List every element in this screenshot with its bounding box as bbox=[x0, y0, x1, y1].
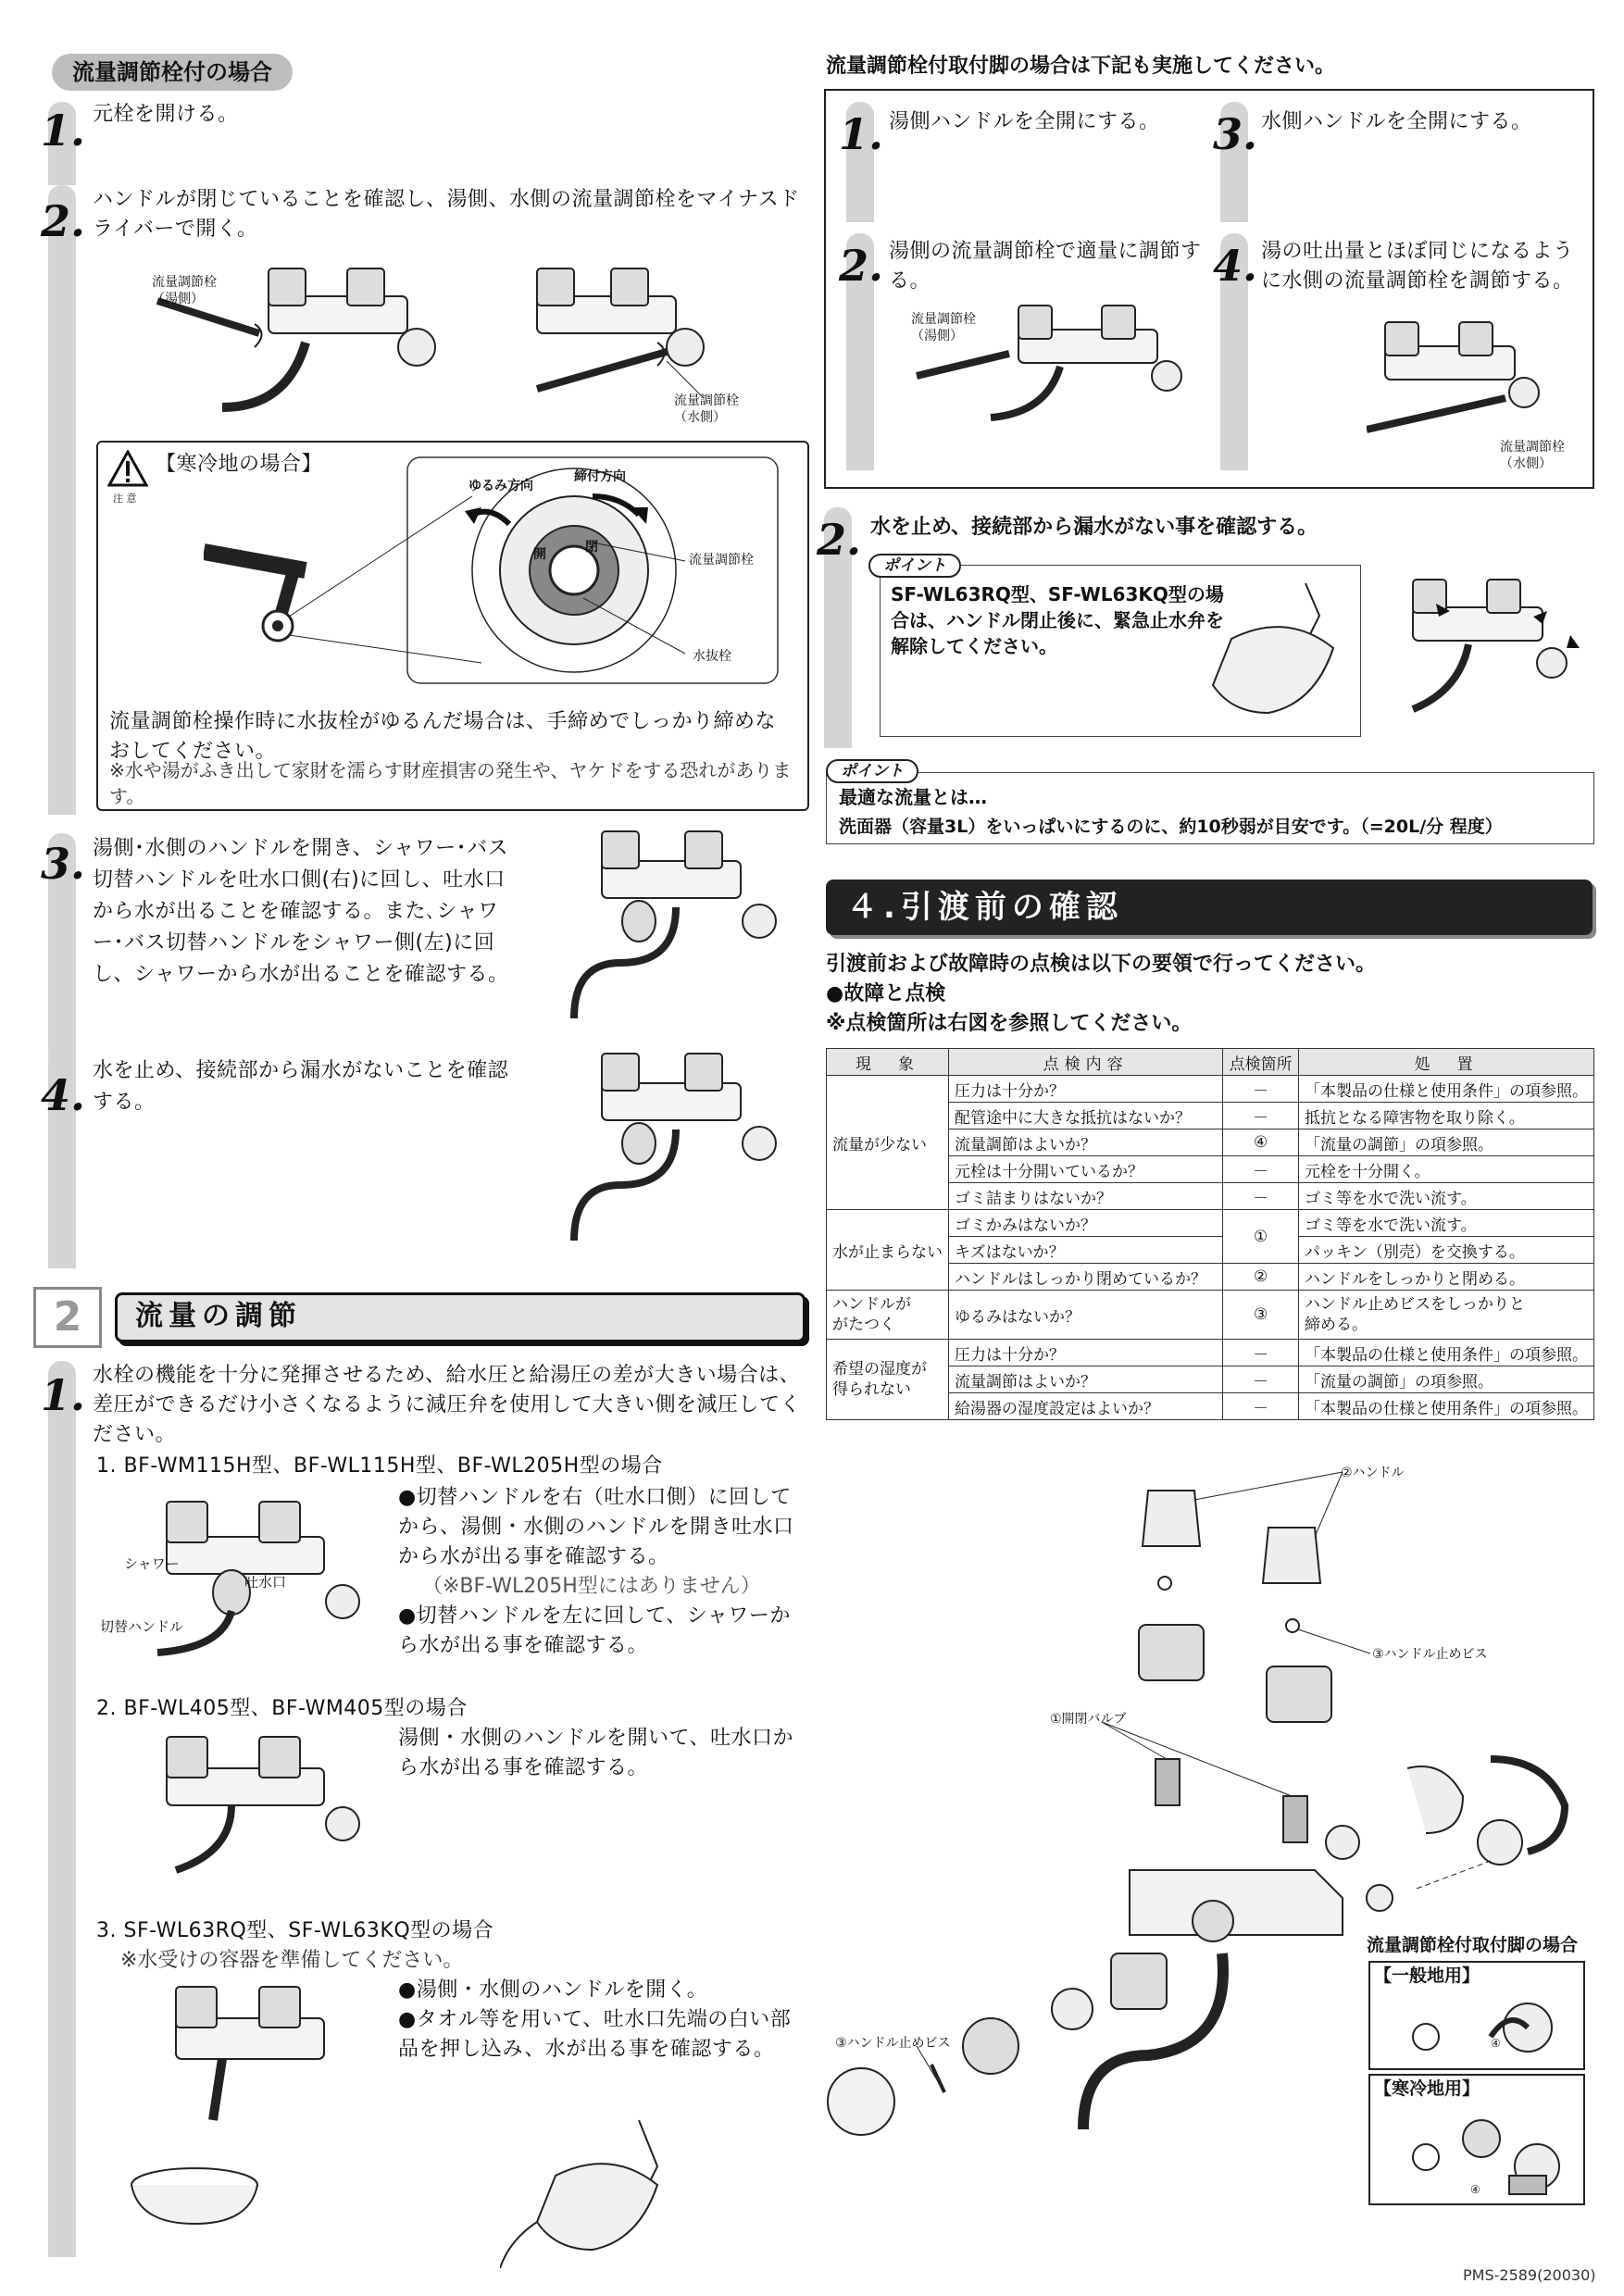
step-bar bbox=[48, 1361, 76, 2257]
table-cell: 「流量の調節」の項参照。 bbox=[1299, 1129, 1594, 1156]
general-leg-illustration bbox=[1389, 1990, 1574, 2065]
table-cell: 元栓を十分開く。 bbox=[1299, 1156, 1594, 1183]
label-spout: 吐水口 bbox=[244, 1574, 287, 1591]
cold-region-note: 流量調節栓操作時に水抜栓がゆるんだ場合は、手締めでしっかり締めなおしてください。 bbox=[109, 710, 777, 763]
table-cell: ハンドルはしっかり閉めているか？ bbox=[949, 1264, 1223, 1291]
table-cell: － bbox=[1223, 1340, 1299, 1366]
case3-note: ※水受けの容器を準備してください。 bbox=[120, 1949, 464, 1972]
step-text: 水を止め、接続部から漏水がないことを確認する。 bbox=[93, 1059, 509, 1114]
general-leg-number: ④ bbox=[1491, 2037, 1501, 2050]
case1-bullet-1: ●切替ハンドルを右（吐水口側）に回してから、湯側・水側のハンドルを開き吐水口から水が出る事を確認する。 bbox=[398, 1486, 794, 1568]
label-close: 閉 bbox=[585, 540, 598, 555]
table-header: 現 象 bbox=[827, 1049, 949, 1076]
leg-section-title: 流量調節栓付取付脚の場合 bbox=[1367, 1935, 1579, 1955]
general-leg-label: 【一般地用】 bbox=[1374, 1965, 1480, 1986]
table-cell: ゴミかみはないか？ bbox=[949, 1210, 1223, 1237]
cold-region-warning: ※水や湯がふき出して家財を濡らす財産損害の発生や、ヤケドをする恐れがあります。 bbox=[109, 759, 792, 807]
section-pill-flow-valve: 流量調節栓付の場合 bbox=[52, 54, 293, 91]
table-cell-phenomenon: ハンドルが がたつく bbox=[827, 1291, 949, 1340]
case1-note: （※BF-WL205H型にはありません） bbox=[422, 1575, 761, 1598]
point-tag: ポイント bbox=[868, 554, 961, 578]
table-cell: ② bbox=[1223, 1264, 1299, 1291]
table-row bbox=[827, 1076, 1594, 1103]
step-number: 2. bbox=[41, 196, 86, 246]
point-tag: ポイント bbox=[826, 759, 918, 783]
box-step-text: 湯側の流量調節栓で適量に調節する。 bbox=[889, 240, 1202, 293]
section-title: 流量の調節 bbox=[135, 1300, 302, 1332]
label-loosen-direction: ゆるみ方向 bbox=[468, 479, 533, 493]
box-faucet-cold-illustration bbox=[1367, 318, 1580, 448]
label-handle-screw-2: ③ハンドル止めビス bbox=[835, 2036, 951, 2051]
table-cell-phenomenon: 希望の湿度が 得られない bbox=[827, 1340, 949, 1420]
label-shower: シャワー bbox=[124, 1555, 180, 1572]
point2-line2: 洗面器（容量3L）をいっぱいにするのに、約10秒弱が目安です。（=20L/分 程度） bbox=[839, 817, 1503, 837]
step-number: 4. bbox=[1213, 241, 1258, 291]
table-cell: 抵抗となる障害物を取り除く。 bbox=[1299, 1103, 1594, 1129]
table-header: 処 置 bbox=[1299, 1049, 1594, 1076]
box-step-text: 水側ハンドルを全開にする。 bbox=[1261, 110, 1532, 133]
table-row bbox=[827, 1340, 1594, 1366]
section4-line1: 引渡前および故障時の点検は以下の要領で行ってください。 bbox=[826, 953, 1377, 976]
caution-label: 注 意 bbox=[113, 493, 137, 505]
step-number: 2. bbox=[839, 241, 884, 291]
table-cell: ゴミ等を水で洗い流す。 bbox=[1299, 1183, 1594, 1210]
step-number: 2. bbox=[817, 515, 862, 565]
faucet-shower-illustration bbox=[565, 824, 796, 1037]
right-step2-text: 水を止め、接続部から漏水がない事を確認する。 bbox=[870, 516, 1318, 539]
table-cell: － bbox=[1223, 1103, 1299, 1129]
section4-title: ４.引渡前の確認 bbox=[846, 889, 1123, 926]
table-cell: 流量調節はよいか？ bbox=[949, 1366, 1223, 1393]
towel-release-illustration bbox=[1204, 574, 1361, 731]
right-intro: 流量調節栓付取付脚の場合は下記も実施してください。 bbox=[826, 55, 1336, 78]
label-handle: ②ハンドル bbox=[1341, 1466, 1405, 1480]
cold-region-title: 【寒冷地の場合】 bbox=[156, 453, 323, 476]
case1-title: 1. BF-WM115H型、BF-WL115H型、BF-WL205H型の場合 bbox=[96, 1454, 663, 1478]
label-box-cold-valve: 流量調節栓 （水側） bbox=[1500, 440, 1565, 471]
case3-bullet-2: ●タオル等を用いて、吐水口先端の白い部品を押し込み、水が出る事を確認する。 bbox=[398, 2008, 792, 2061]
step-number: 4. bbox=[41, 1070, 86, 1120]
table-cell: － bbox=[1223, 1076, 1299, 1103]
label-open: 開 bbox=[533, 547, 546, 562]
footer-code: PMS-2589(20030) bbox=[1463, 2266, 1596, 2284]
table-cell: － bbox=[1223, 1156, 1299, 1183]
case2-text: 湯側・水側のハンドルを開いて、吐水口から水が出る事を確認する。 bbox=[398, 1727, 794, 1779]
table-cell: ① bbox=[1223, 1210, 1299, 1264]
step-text: 湯側･水側のハンドルを開き、シャワー･バス切替ハンドルを吐水口側(右)に回し、吐水口から水が出ることを確認する。また､シャワー･バス切替ハンドルをシャワー側(左)に回し、シャワーから水が出ることを確認する。 bbox=[93, 837, 509, 986]
step-text: 元栓を開ける。 bbox=[93, 103, 239, 126]
table-row bbox=[827, 1210, 1594, 1237]
table-cell: 圧力は十分か？ bbox=[949, 1340, 1223, 1366]
section-number: 2 bbox=[33, 1287, 102, 1348]
inspection-table bbox=[826, 1048, 1594, 1420]
section4-line3: ※点検箇所は右図を参照してください。 bbox=[826, 1012, 1193, 1035]
box-step-text: 湯側ハンドルを全開にする。 bbox=[889, 110, 1160, 133]
step-text: ハンドルが閉じていることを確認し、湯側、水側の流量調節栓をマイナスドライバーで開く。 bbox=[93, 188, 800, 241]
label-valve: ①開閉バルブ bbox=[1050, 1712, 1127, 1727]
step-number: 1. bbox=[41, 106, 86, 156]
case3-title: 3. SF-WL63RQ型、SF-WL63KQ型の場合 bbox=[96, 1919, 494, 1942]
table-cell-phenomenon: 水が止まらない bbox=[827, 1210, 949, 1291]
table-cell: － bbox=[1223, 1393, 1299, 1420]
label-hot-valve: 流量調節栓 （湯側） bbox=[152, 275, 217, 306]
label-cold-valve: 流量調節栓 （水側） bbox=[674, 393, 739, 425]
step-number: 3. bbox=[41, 839, 86, 889]
label-box-hot-valve: 流量調節栓 （湯側） bbox=[911, 312, 976, 343]
table-row bbox=[827, 1291, 1594, 1340]
table-cell: キズはないか？ bbox=[949, 1237, 1223, 1264]
table-cell: ゆるみはないか？ bbox=[949, 1291, 1223, 1340]
table-cell: － bbox=[1223, 1366, 1299, 1393]
faucet-connections-illustration bbox=[1394, 570, 1589, 728]
section4-line2: ●故障と点検 bbox=[826, 982, 946, 1005]
table-cell: 配管途中に大きな抵抗はないか？ bbox=[949, 1103, 1223, 1129]
point1-text: SF-WL63RQ型、SF-WL63KQ型の場合は、ハンドル閉止後に、緊急止水弁を解除してください。 bbox=[891, 583, 1224, 657]
caution-icon bbox=[107, 450, 148, 487]
step-bar bbox=[48, 185, 76, 815]
faucet-case3-illustration bbox=[120, 1981, 398, 2231]
faucet-closed-illustration bbox=[565, 1046, 796, 1259]
table-cell: 給湯器の湿度設定はよいか？ bbox=[949, 1393, 1223, 1420]
table-cell: ③ bbox=[1223, 1291, 1299, 1340]
table-cell: 圧力は十分か？ bbox=[949, 1076, 1223, 1103]
table-cell: 「本製品の仕様と使用条件」の項参照。 bbox=[1299, 1393, 1594, 1420]
point2-line1: 最適な流量とは… bbox=[839, 786, 987, 808]
hand-towel-illustration bbox=[500, 2111, 731, 2268]
label-flow-valve: 流量調節栓 bbox=[689, 553, 754, 568]
table-cell: ゴミ等を水で洗い流す。 bbox=[1299, 1210, 1594, 1237]
table-cell-phenomenon: 流量が少ない bbox=[827, 1076, 949, 1210]
table-cell: ハンドル止めビスをしっかりと 締める。 bbox=[1299, 1291, 1594, 1340]
label-handle-screw: ③ハンドル止めビス bbox=[1372, 1647, 1488, 1662]
cold-leg-illustration bbox=[1389, 2102, 1574, 2200]
table-cell: ハンドルをしっかりと閉める。 bbox=[1299, 1264, 1594, 1291]
table-header: 点検箇所 bbox=[1223, 1049, 1299, 1076]
table-cell: パッキン（別売）を交換する。 bbox=[1299, 1237, 1594, 1264]
label-drain-plug: 水抜栓 bbox=[693, 649, 731, 664]
table-cell: － bbox=[1223, 1183, 1299, 1210]
step-text: 水栓の機能を十分に発揮させるため、給水圧と給湯圧の差が大きい場合は、差圧ができるだけ小さくなるように減圧弁を使用して大きい側を減圧してください。 bbox=[93, 1364, 802, 1446]
faucet-case2-illustration bbox=[139, 1731, 389, 1879]
table-cell: ④ bbox=[1223, 1129, 1299, 1156]
table-cell: 「本製品の仕様と使用条件」の項参照。 bbox=[1299, 1076, 1594, 1103]
cold-leg-label: 【寒冷地用】 bbox=[1374, 2078, 1480, 2099]
case1-bullet-2: ●切替ハンドルを左に回して、シャワーから水が出る事を確認する。 bbox=[398, 1604, 791, 1657]
cold-leg-number: ④ bbox=[1470, 2183, 1480, 2196]
table-cell: 「流量の調節」の項参照。 bbox=[1299, 1366, 1594, 1393]
step-number: 1. bbox=[41, 1370, 86, 1420]
label-switch-handle: 切替ハンドル bbox=[100, 1618, 184, 1635]
case2-title: 2. BF-WL405型、BF-WM405型の場合 bbox=[96, 1697, 468, 1720]
table-cell: ゴミ詰まりはないか？ bbox=[949, 1183, 1223, 1210]
table-cell: 流量調節はよいか？ bbox=[949, 1129, 1223, 1156]
case3-bullet-1: ●湯側・水側のハンドルを開く。 bbox=[398, 1978, 708, 2002]
table-cell: 「本製品の仕様と使用条件」の項参照。 bbox=[1299, 1340, 1594, 1366]
table-cell: 元栓は十分開いているか？ bbox=[949, 1156, 1223, 1183]
step-number: 1. bbox=[839, 109, 884, 159]
box-step-text: 湯の吐出量とほぼ同じになるように水側の流量調節栓を調節する。 bbox=[1261, 240, 1574, 293]
label-tighten-direction: 締付方向 bbox=[574, 469, 626, 484]
table-header: 点検内容 bbox=[949, 1049, 1223, 1076]
step-number: 3. bbox=[1213, 109, 1258, 159]
faucet-cold-valve-illustration bbox=[518, 259, 796, 426]
